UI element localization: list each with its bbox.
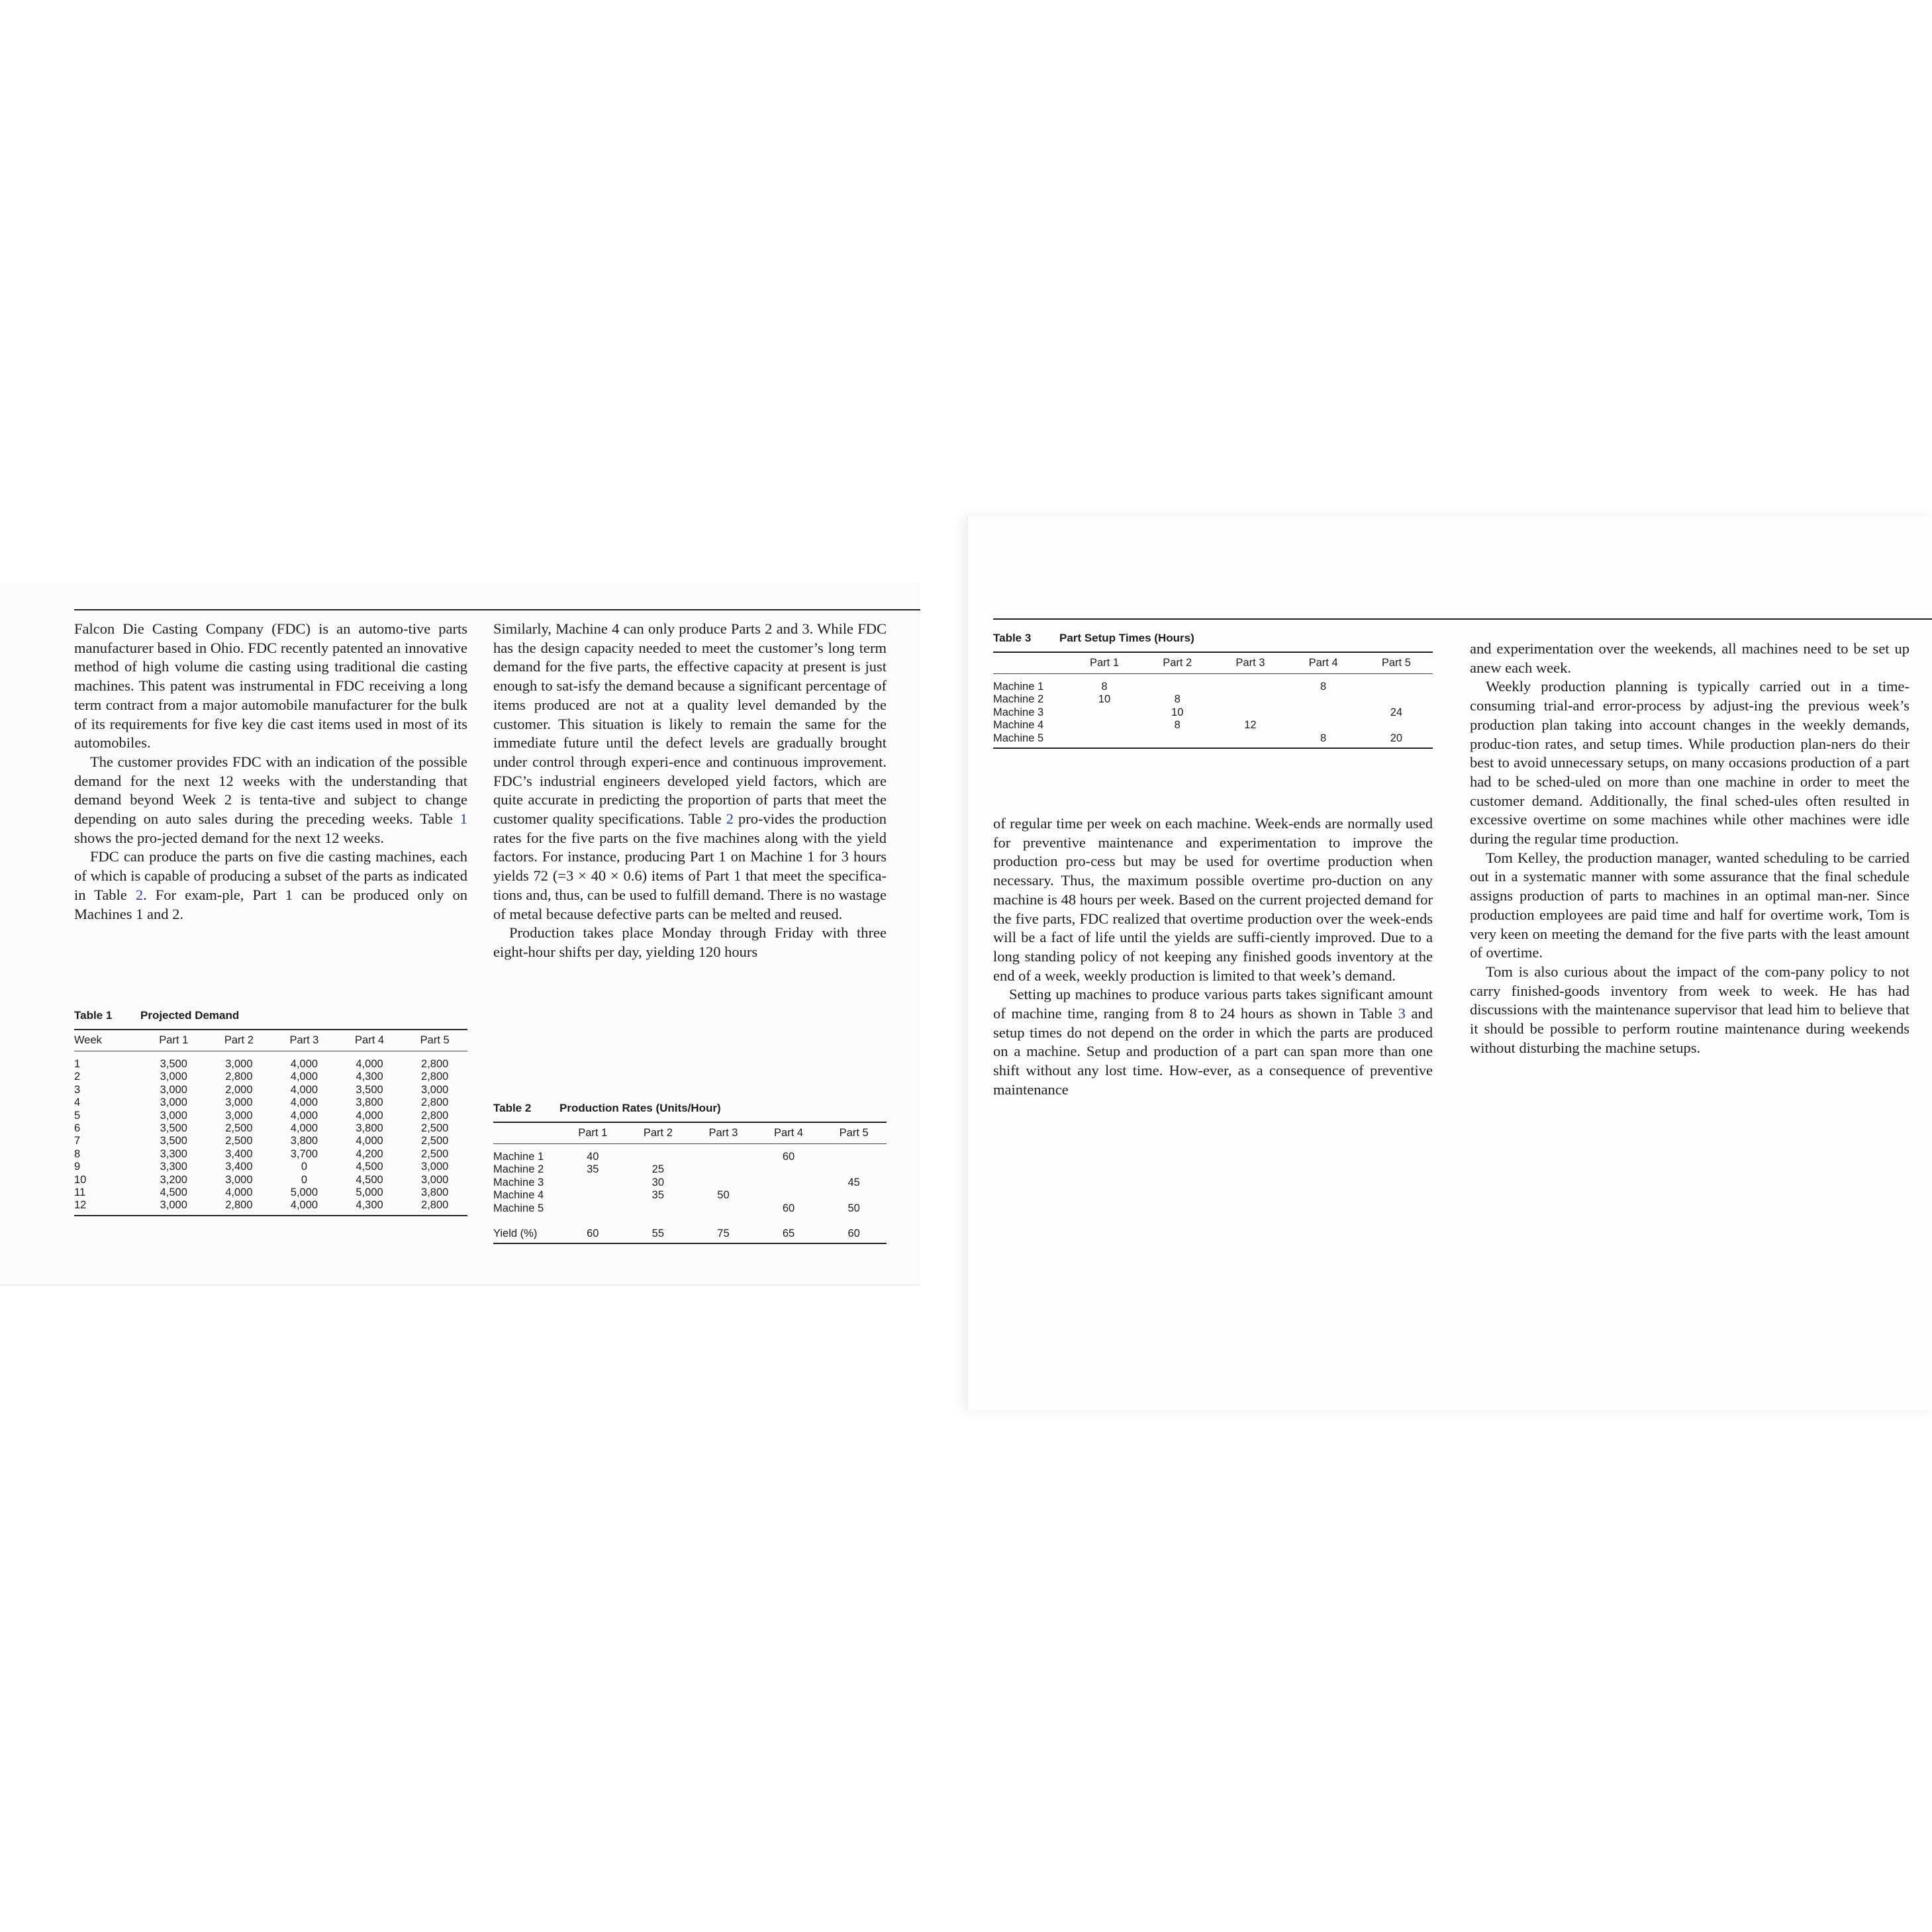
table-cell: 2,800 <box>421 1096 449 1109</box>
column-header: Part 5 <box>1360 652 1433 674</box>
table-cell <box>560 1177 626 1189</box>
table-cell: 3,800 <box>421 1186 449 1199</box>
column-header: Part 2 <box>626 1122 691 1144</box>
table-cell: 3,500 <box>160 1122 187 1135</box>
table-cell: 1 <box>74 1058 81 1070</box>
table-cell: Machine 5 <box>993 732 1068 748</box>
table-row <box>74 1186 467 1199</box>
table-title: Projected Demand <box>140 1009 240 1022</box>
table-cell: 3,000 <box>160 1071 187 1083</box>
table-title: Part Setup Times (Hours) <box>1059 632 1194 644</box>
table-cell: 4,000 <box>290 1058 318 1070</box>
table-caption <box>74 1006 467 1029</box>
table-cell: 7 <box>74 1135 81 1147</box>
table-cell: 3,700 <box>290 1147 318 1160</box>
table-cell: 2,500 <box>225 1135 253 1147</box>
table-cell <box>626 1144 691 1164</box>
table-cell <box>1360 693 1433 706</box>
table-cell <box>1287 693 1360 706</box>
table-cell: Machine 1 <box>993 681 1044 693</box>
paragraph: of regular time per week on each machine. Week-ends are normally used for preventive maintenance and experimentation to improve the production pro-cess but may be used for overtime production when necessary. Thus, the maximum possible overtime pro-duction on any machine is 48 hours per week. Based on the current projected demand for the five parts, FDC realized that overtime production over the week-ends will be a fact of life until the yields are suffi-ciently improved. Due to a long standing policy of not keeping any finished goods inventory at the end of a week, weekly production is limited to that week’s demand. <box>993 815 1433 984</box>
table-cell: 8 <box>1320 681 1327 693</box>
table-cell <box>691 1202 756 1215</box>
table-cell: 20 <box>1360 732 1433 748</box>
left-page <box>0 583 920 1286</box>
table-cell: 4,200 <box>356 1147 383 1160</box>
table-label: Table 1 <box>74 1009 113 1022</box>
table-cell: 5 <box>74 1109 81 1122</box>
table-row <box>993 674 1433 694</box>
table-cell: 4,300 <box>356 1071 383 1083</box>
table-cell: 60 <box>821 1228 887 1243</box>
table-cell: Machine 3 <box>493 1176 544 1188</box>
table-cell: 40 <box>587 1151 599 1163</box>
table-cell: 3,200 <box>160 1173 187 1186</box>
top-rule <box>993 618 1932 620</box>
table-cell <box>1141 732 1214 748</box>
column-header <box>493 1122 560 1144</box>
table-cell <box>1287 719 1360 732</box>
table-cell: 60 <box>560 1228 626 1243</box>
table-cell: 12 <box>74 1199 141 1215</box>
table-cell <box>1214 674 1286 694</box>
paragraph: Tom Kelley, the production manager, wanted scheduling to be carried out in a systematic manner with some assurance that the final schedule assigns production of parts to machines in an optimal man-ner. Since production employees are paid time and half for overtime work, Tom is very keen on meeting the demand for the five parts with the least amount of overtime. <box>1470 849 1909 961</box>
table-row <box>993 693 1433 706</box>
table-cell: 3,000 <box>225 1058 253 1070</box>
table-cell: 60 <box>782 1202 795 1214</box>
column-header: Part 3 <box>1214 652 1286 674</box>
table-cell <box>1360 719 1433 732</box>
table-cell: 4,500 <box>160 1186 187 1199</box>
table-cell <box>1214 706 1286 719</box>
table-cell: 8 <box>1287 732 1360 748</box>
column-1 <box>74 620 467 924</box>
top-rule <box>74 609 920 610</box>
table-cell: 3,800 <box>356 1122 383 1135</box>
table-cell: 3,400 <box>225 1147 253 1160</box>
paragraph: and experimentation over the weekends, all machines need to be set up anew each week. <box>1470 640 1909 676</box>
table-cell: 8 <box>1101 681 1108 693</box>
table-row <box>74 1096 467 1109</box>
table-cell <box>626 1202 691 1215</box>
table-row <box>493 1228 887 1243</box>
column-header: Part 2 <box>207 1030 272 1051</box>
table-cell <box>560 1202 626 1215</box>
data-table <box>74 1029 467 1216</box>
table-title: Production Rates (Units/Hour) <box>559 1102 721 1114</box>
table-cell: 55 <box>626 1228 691 1243</box>
column-3 <box>993 814 1433 1100</box>
column-header: Part 5 <box>821 1122 887 1144</box>
table-cell: 60 <box>782 1151 795 1163</box>
data-table <box>493 1122 887 1244</box>
table-cell: Machine 2 <box>493 1163 544 1176</box>
table-cell <box>560 1189 626 1202</box>
column-2 <box>493 620 887 962</box>
table-cell: 10 <box>74 1173 87 1186</box>
table-cell: 4,000 <box>356 1109 383 1122</box>
table-cell: 2,800 <box>225 1071 253 1083</box>
table-row <box>493 1189 887 1202</box>
table-caption <box>993 629 1433 652</box>
table-row <box>74 1122 467 1135</box>
column-header: Part 3 <box>691 1122 756 1144</box>
table-cell: 3,000 <box>160 1109 187 1122</box>
table-cell: 2,500 <box>421 1122 449 1135</box>
paragraph: Production takes place Monday through Friday with three eight-hour shifts per day, yielding 120 hours <box>493 924 887 960</box>
table-cell: 3,000 <box>421 1173 449 1186</box>
table-reference-link[interactable]: 2 <box>726 810 734 828</box>
table-cell: 25 <box>652 1163 665 1176</box>
table-cell: 3,300 <box>160 1147 187 1160</box>
table-cell: 3,500 <box>160 1135 187 1147</box>
table-cell: 3,000 <box>225 1096 253 1109</box>
table-cell: 3,000 <box>225 1173 253 1186</box>
table-cell: 3,000 <box>141 1199 207 1215</box>
table-cell: 11 <box>74 1186 86 1199</box>
column-header: Part 3 <box>271 1030 337 1051</box>
table-cell: 4,000 <box>225 1186 253 1199</box>
paragraph: Similarly, Machine 4 can only produce Parts 2 and 3. While FDC has the design capacity needed to meet the customer’s long term demand for the five parts, the effective capacity at present is just enough to sat-isfy the demand because a significant percentage of items produced are not at a quality level demanded by the customer. This situation is likely to remain the same for the immediate future until the defect levels are gradually brought under control through experi-ence and continuous improvement. FDC’s industrial engineers developed yield factors, which are quite accurate in predicting the proportion of parts that meet the customer quality specifications. Table 2 pro-vides the production rates for the five parts on the five machines along with the yield factors. For instance, producing Part 1 on Machine 1 for 3 hours yields 72 (=3 × 40 × 0.6) items of Part 1 that meet the specifica-tions and, thus, can be used to fulfill demand. There is no wastage of metal because defective parts can be melted and reused. <box>493 620 887 922</box>
table-cell: 2,800 <box>421 1071 449 1083</box>
table-cell: 3,000 <box>160 1096 187 1109</box>
table-cell <box>1214 732 1286 748</box>
table-cell: Machine 4 <box>493 1189 544 1202</box>
table-cell: 3,000 <box>421 1083 449 1096</box>
table-cell: 4,000 <box>356 1058 383 1070</box>
table-cell: 45 <box>847 1176 860 1188</box>
table-cell: 75 <box>691 1228 756 1243</box>
table-reference-link[interactable]: 1 <box>459 810 467 828</box>
table-cell <box>1141 674 1214 694</box>
table-cell: 4,000 <box>290 1122 318 1135</box>
table-cell: 3,000 <box>225 1109 253 1122</box>
paragraph: Weekly production planning is typically carried out in a time-consuming trial-and error-process by adjust-ing the previous week’s production plan taking into account changes in the weekly demands, produc-tion rates, and setup times. While production plan-ners do their best to avoid unnecessary setups, on many occasions production of a part had to be sched-uled on more than one machine in order to meet the customer demand. Additionally, the final sched-ules often resulted in excessive overtime on some machines while other machines were idle during the regular time production. <box>1470 678 1909 847</box>
table-cell <box>821 1189 887 1202</box>
table-cell: 2,800 <box>207 1199 272 1215</box>
table-cell: 4 <box>74 1096 81 1109</box>
table-cell: 3,000 <box>160 1083 187 1096</box>
table-cell <box>691 1144 756 1164</box>
table-cell: 4,000 <box>290 1071 318 1083</box>
table-cell: 2,500 <box>421 1135 449 1147</box>
table-cell: 10 <box>1171 706 1184 718</box>
table-cell: 0 <box>301 1173 308 1186</box>
table-cell: 2,800 <box>421 1058 449 1070</box>
table-cell: 2,000 <box>225 1083 253 1096</box>
table-row <box>493 1177 887 1189</box>
column-header <box>993 652 1068 674</box>
paragraph: Setting up machines to produce various parts takes significant amount of machine time, ranging from 8 to 24 hours as shown in Table 3 and setup times do not depend on the order in which the parts are produced on a machine. Setup and production of a part can span more than one shift without any lost time. How-ever, as a consequence of preventive maintenance <box>993 986 1433 1098</box>
table-cell <box>1214 693 1286 706</box>
table-cell: 3 <box>74 1083 81 1096</box>
table-cell: Machine 3 <box>993 706 1044 718</box>
table-reference-link[interactable]: 2 <box>135 886 144 903</box>
table-cell <box>821 1163 887 1176</box>
data-table <box>993 652 1433 749</box>
table-2 <box>493 1099 887 1244</box>
table-caption <box>493 1099 887 1122</box>
table-cell: 3,300 <box>160 1161 187 1173</box>
table-cell: 4,500 <box>356 1161 383 1173</box>
table-cell <box>1360 674 1433 694</box>
table-cell: 2,500 <box>421 1147 449 1160</box>
table-cell: 50 <box>717 1189 730 1202</box>
table-row <box>493 1163 887 1176</box>
table-cell: 5,000 <box>290 1186 318 1199</box>
table-cell: 3,400 <box>225 1161 253 1173</box>
table-cell <box>1068 732 1141 748</box>
table-cell: 8 <box>74 1147 81 1160</box>
table-cell <box>756 1177 822 1189</box>
table-cell: 35 <box>652 1189 665 1202</box>
right-page <box>967 516 1932 1410</box>
column-header: Part 5 <box>402 1030 467 1051</box>
table-cell: Machine 4 <box>993 719 1044 732</box>
table-label: Table 2 <box>493 1102 532 1114</box>
table-reference-link[interactable]: 3 <box>1398 1005 1406 1022</box>
table-cell: 9 <box>74 1161 81 1173</box>
table-cell: 4,000 <box>290 1109 318 1122</box>
column-4 <box>1470 640 1909 1057</box>
paragraph: FDC can produce the parts on five die casting machines, each of which is capable of producing a subset of the parts as indicated in Table 2. For exam-ple, Part 1 can be produced only on Machines 1 and 2. <box>74 848 467 922</box>
table-cell: 2,500 <box>225 1122 253 1135</box>
table-cell: 8 <box>1174 693 1181 706</box>
table-row <box>74 1135 467 1147</box>
column-header: Part 4 <box>1287 652 1360 674</box>
table-cell <box>691 1163 756 1176</box>
table-cell: 30 <box>652 1176 665 1188</box>
column-header: Part 4 <box>337 1030 403 1051</box>
table-cell <box>691 1177 756 1189</box>
table-cell: 3,000 <box>421 1161 449 1173</box>
table-cell: 4,000 <box>290 1096 318 1109</box>
table-cell <box>1068 719 1141 732</box>
table-label: Table 3 <box>993 632 1032 644</box>
table-row <box>993 719 1433 732</box>
table-cell: Machine 2 <box>993 693 1044 706</box>
table-cell: 65 <box>756 1228 822 1243</box>
column-header: Part 1 <box>1068 652 1141 674</box>
paragraph: Tom is also curious about the impact of the com-pany policy to not carry finished-goods inventory from week to week. He has had discussions with the maintenance supervisor that lead him to believe that it should be possible to perform routine maintenance during weekends without disturbing the machine setups. <box>1470 963 1909 1056</box>
table-row <box>993 732 1433 748</box>
table-cell: 4,000 <box>290 1083 318 1096</box>
table-cell <box>756 1163 822 1176</box>
table-cell: 2,800 <box>402 1199 467 1215</box>
table-cell: 12 <box>1244 719 1257 732</box>
table-row <box>74 1161 467 1173</box>
table-cell: 3,800 <box>356 1096 383 1109</box>
table-cell: Machine 5 <box>493 1202 544 1214</box>
table-1 <box>74 1006 467 1216</box>
column-header: Part 2 <box>1141 652 1214 674</box>
column-header: Part 1 <box>560 1122 626 1144</box>
table-cell: 6 <box>74 1122 81 1135</box>
table-cell <box>756 1189 822 1202</box>
table-cell: 0 <box>301 1161 308 1173</box>
table-cell: 8 <box>1174 719 1181 732</box>
table-cell: 4,000 <box>356 1135 383 1147</box>
table-row <box>993 706 1433 719</box>
table-row <box>493 1202 887 1215</box>
table-cell: 4,500 <box>356 1173 383 1186</box>
table-cell: 24 <box>1390 706 1403 718</box>
table-cell: 50 <box>847 1202 860 1214</box>
table-cell: 3,800 <box>290 1135 318 1147</box>
table-row <box>74 1071 467 1083</box>
table-row <box>74 1148 467 1161</box>
table-cell: 2 <box>74 1071 81 1083</box>
table-cell: 10 <box>1098 693 1111 706</box>
table-cell: Machine 1 <box>493 1151 544 1163</box>
column-header: Part 1 <box>141 1030 207 1051</box>
table-3 <box>993 629 1433 749</box>
table-cell <box>1068 706 1141 719</box>
table-row <box>74 1110 467 1122</box>
table-cell <box>1287 706 1360 719</box>
table-cell: 4,000 <box>271 1199 337 1215</box>
table-row <box>74 1199 467 1215</box>
table-row <box>74 1174 467 1186</box>
column-header: Part 4 <box>756 1122 822 1144</box>
table-cell: 35 <box>587 1163 599 1176</box>
table-cell: 5,000 <box>356 1186 383 1199</box>
paragraph: The customer provides FDC with an indication of the possible demand for the next 12 weeks with the understanding that demand beyond Week 2 is tenta-tive and subject to change depending on auto sales during the preceding weeks. Table 1 shows the pro-jected demand for the next 12 weeks. <box>74 753 467 846</box>
table-cell <box>821 1144 887 1164</box>
table-row <box>74 1084 467 1096</box>
table-cell: Yield (%) <box>493 1228 560 1243</box>
table-cell: 3,500 <box>160 1058 187 1070</box>
column-header: Week <box>74 1030 141 1051</box>
paragraph: Falcon Die Casting Company (FDC) is an automo-tive parts manufacturer based in Ohio. FDC recently patented an innovative method of high volume die casting using traditional die casting machines. This patent was instrumental in FDC receiving a long term contract from a major automobile manufacturer for the bulk of its requirements for five key die cast items used in most of its automobiles. <box>74 620 467 751</box>
table-cell: 3,500 <box>356 1083 383 1096</box>
table-cell: 2,800 <box>421 1109 449 1122</box>
table-cell: 4,300 <box>337 1199 403 1215</box>
table-row <box>74 1051 467 1071</box>
table-row <box>493 1144 887 1164</box>
